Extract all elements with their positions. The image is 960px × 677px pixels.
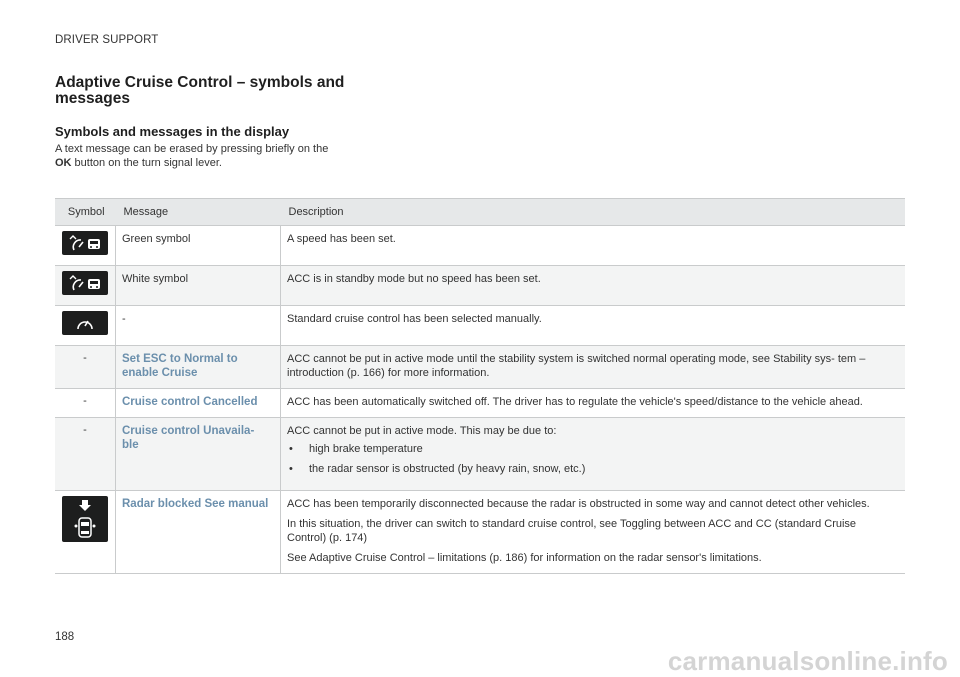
description-cell: Standard cruise control has been selected manually. — [281, 306, 906, 346]
table-row — [55, 306, 905, 346]
watermark[interactable]: carmanualsonline.info — [667, 646, 948, 676]
message-cell: Set ESC to Normal to enable Cruise — [116, 346, 281, 389]
description-text: ACC cannot be put in active mode. This may be due to: — [287, 425, 557, 437]
acc-white-icon — [62, 271, 108, 295]
table-row — [55, 266, 905, 306]
symbol-dash: - — [83, 395, 87, 407]
table-row — [55, 491, 905, 574]
list-item — [287, 442, 897, 456]
symbol-cell — [55, 389, 116, 418]
symbol-cell — [55, 266, 116, 306]
description-paragraph: See Adaptive Cruise Control – limitations (p. 186) for information on the radar sensor's limitations. — [287, 552, 762, 564]
table-header-row — [55, 199, 905, 226]
ok-button-label: OK — [55, 157, 72, 169]
table-row — [55, 226, 905, 266]
section-header: DRIVER SUPPORT — [55, 34, 159, 46]
symbol-cell — [55, 306, 116, 346]
cruise-control-icon — [62, 311, 108, 335]
symbol-cell — [55, 418, 116, 491]
page-title: Adaptive Cruise Control – symbols and messages — [55, 74, 345, 107]
description-paragraph: In this situation, the driver can switch to standard cruise control, see Toggling between ACC and CC (standard Cruise Control) (p. 174) — [287, 518, 857, 544]
message-cell: White symbol — [116, 266, 281, 306]
intro-text-start: A text message can be erased by pressing briefly on the — [55, 143, 329, 155]
description-cell — [281, 418, 906, 491]
message-cell: Cruise control Cancelled — [116, 389, 281, 418]
bullet-icon: • — [289, 463, 293, 475]
radar-blocked-icon — [62, 496, 108, 542]
description-cell: ACC has been automatically switched off. The driver has to regulate the vehicle's speed/distance to the vehicle ahead. — [281, 389, 906, 418]
message-cell: - — [116, 306, 281, 346]
symbol-cell — [55, 491, 116, 574]
intro-text-end: button on the turn signal lever. — [71, 157, 222, 169]
table-row — [55, 389, 905, 418]
message-cell: Radar blocked See manual — [116, 491, 281, 574]
symbols-messages-table — [55, 198, 905, 574]
symbol-dash: - — [83, 424, 87, 436]
description-cell: ACC cannot be put in active mode until the stability system is switched normal operating mode, see Stability sys- tem – introduction (p. 166) for more information. — [281, 346, 906, 389]
header-description: Description — [281, 199, 906, 226]
cause-list — [287, 442, 897, 476]
description-cell: ACC is in standby mode but no speed has been set. — [281, 266, 906, 306]
header-symbol: Symbol — [55, 199, 116, 226]
list-item — [287, 462, 897, 476]
list-item-text: the radar sensor is obstructed (by heavy rain, snow, etc.) — [309, 463, 586, 475]
description-paragraph: ACC has been temporarily disconnected because the radar is obstructed in some way and cannot detect other vehicles. — [287, 498, 870, 510]
description-cell — [281, 491, 906, 574]
list-item-text: high brake temperature — [309, 443, 423, 455]
intro-text — [55, 142, 335, 170]
table-row — [55, 346, 905, 389]
table-row — [55, 418, 905, 491]
page-number: 188 — [55, 631, 75, 643]
message-cell: Green symbol — [116, 226, 281, 266]
header-message: Message — [116, 199, 281, 226]
section-subtitle: Symbols and messages in the display — [55, 124, 290, 139]
bullet-icon: • — [289, 443, 293, 455]
description-cell: A speed has been set. — [281, 226, 906, 266]
message-cell: Cruise control Unavaila- ble — [116, 418, 281, 491]
symbol-dash: - — [83, 352, 87, 364]
symbol-cell — [55, 226, 116, 266]
symbol-cell — [55, 346, 116, 389]
acc-green-icon — [62, 231, 108, 255]
